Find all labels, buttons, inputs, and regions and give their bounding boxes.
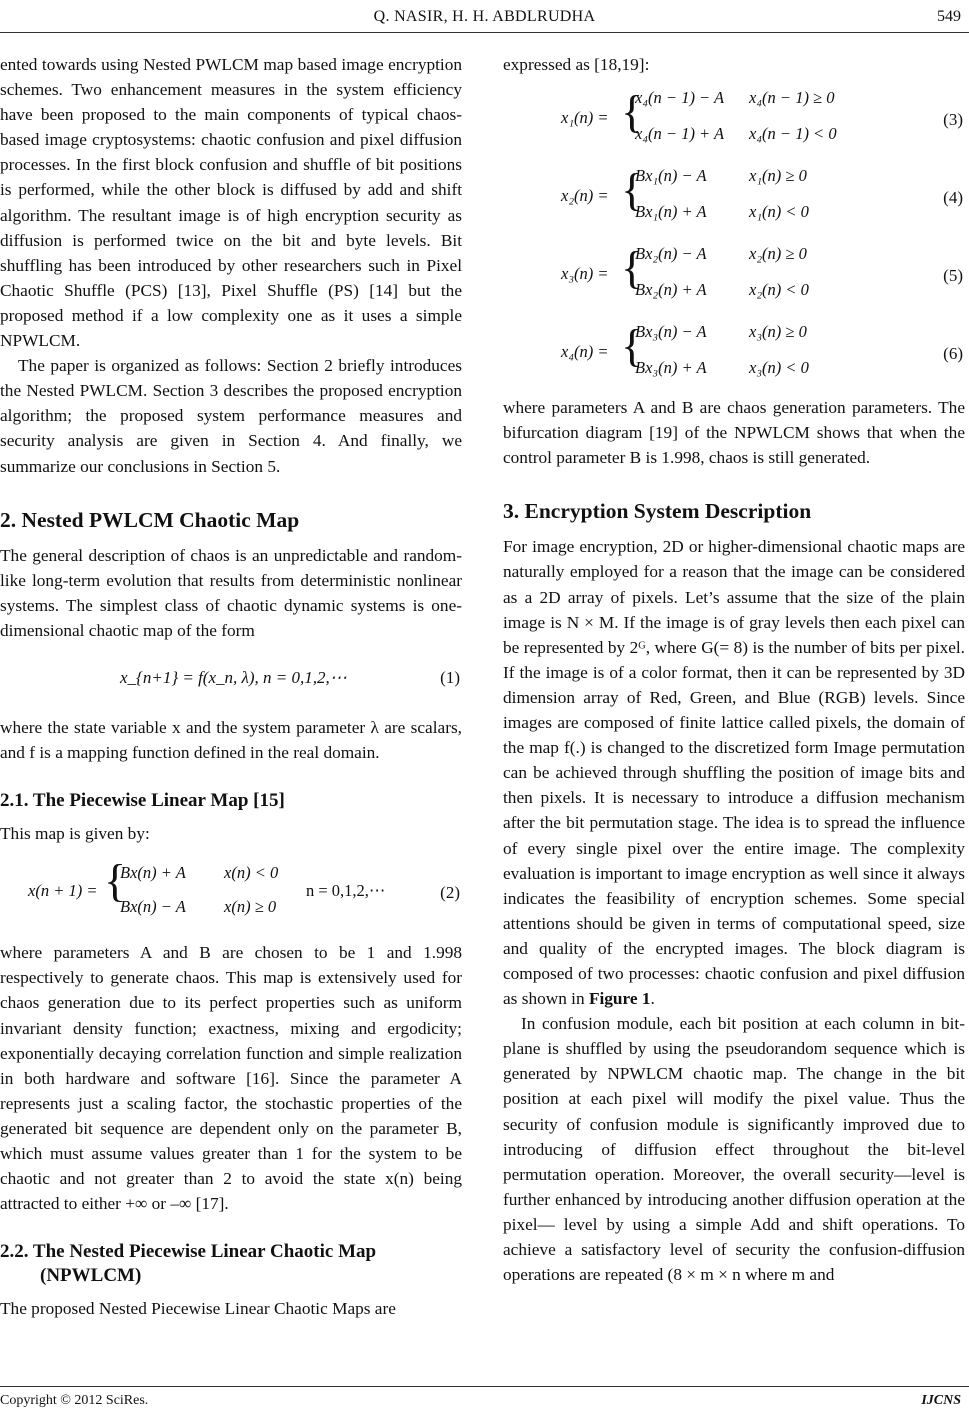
equation-case: Bx₂(n) − A (635, 244, 707, 264)
section-heading: 3. Encryption System Description (503, 499, 812, 524)
paragraph: where the state variable x and the system parameter λ are scalars, and f is a mapping function defined in the real domain. (0, 717, 462, 763)
paragraph: The paper is organized as follows: Section 2 briefly introduces the Nested PWLCM. Section 3 describes the proposed encryption algorithm; the proposed system performance measures and security analysis are given in Section 4. And finally, we summarize our conclusions in Section 5. (0, 356, 462, 476)
equation-condition: x₂(n) < 0 (749, 280, 809, 300)
equation-number: (2) (440, 883, 460, 903)
equation-condition: x(n) < 0 (224, 863, 279, 883)
equation-case: Bx(n) − A (120, 897, 186, 917)
equation-case: Bx₁(n) + A (635, 202, 707, 222)
equation-6 (503, 317, 965, 387)
page-number: 549 (937, 8, 961, 25)
equation-condition: x₁(n) ≥ 0 (749, 166, 807, 186)
equation-1 (0, 653, 462, 703)
equation-lhs: x₂(n) = (561, 186, 609, 206)
paragraph (503, 534, 965, 1011)
equation-4 (503, 161, 965, 231)
heading-line: 2.2. The Nested Piecewise Linear Chaotic Map (0, 1241, 377, 1263)
equation-case: Bx₂(n) + A (635, 280, 707, 300)
heading-line: (NPWLCM) (40, 1265, 142, 1287)
brace-symbol: { (104, 855, 127, 907)
equation-3 (503, 83, 965, 153)
equation-lhs: x₃(n) = (561, 264, 609, 284)
subsection-heading: 2.1. The Piecewise Linear Map [15] (0, 790, 285, 812)
equation-case: x₄(n − 1) − A (635, 88, 725, 108)
paragraph: This map is given by: (0, 824, 150, 844)
paragraph-text: For image encryption, 2D or higher-dimensional chaotic maps are naturally employed for a reason that the image can be considered as a 2D array of pixels. Let’s assume that the size of the plain image is N × M. If the image is of gray levels then each pixel can be represented by 2ᴳ, where G(= 8) is the number of bits per pixel. If the image is of a color format, then it can be represented by 3D dimension array of Red, Green, and Blue (RGB) levels. Since images are composed of finite lattice called pixels, the domain of the map f(.) is changed to the discretized form Image permutation can be achieved through shuffling the position of image bits and then pixels. It is necessary to introduce a diffusion mechanism after the bit permutation stage. The idea is to spread the influence of every single pixel over the entire image. The complexity evaluation is important to image encryption as well since it always indicates the feasibility of encryption schemes. Some special attentions should be given in terms of computational speed, size and quality of the encrypted images. The block diagram is composed of two processes: chaotic confusion and pixel diffusion as shown in (503, 537, 965, 1009)
paragraph: where parameters A and B are chaos generation parameters. The bifurcation diagram [19] of the NPWLCM shows that when the control parameter B is 1.998, chaos is still generated. (503, 398, 965, 468)
left-column (0, 52, 462, 1321)
equation-condition: x₁(n) < 0 (749, 202, 809, 222)
paragraph: The proposed Nested Piecewise Linear Chaotic Maps are (0, 1299, 396, 1319)
paragraph: where parameters A and B are chosen to be 1 and 1.998 respectively to generate chaos. This map is extensively used for chaos generation due to its perfect properties such as uniform invariant density function; exactness, mixing and ergodicity; exponentially decaying correlation function and simple realization in both hardware and software [16]. Since the parameter A represents just a scaling factor, the stochastic properties of the generated bit sequence are dependent only on the parameter B, which must assume values greater than 1 for the system to be chaotic and not greater than 2 to avoid the state x(n) being attracted to either +∞ or –∞ [17]. (0, 943, 462, 1214)
journal-name: IJCNS (921, 1393, 961, 1408)
subsection-heading (0, 1240, 462, 1288)
equation-number: (3) (943, 110, 963, 130)
equation-5 (503, 239, 965, 309)
equation-range: n = 0,1,2,⋯ (306, 881, 386, 901)
brace-symbol: { (621, 242, 644, 294)
equation-case: Bx(n) + A (120, 863, 186, 883)
equation-body: x_{n+1} = f(x_n, λ), n = 0,1,2,⋯ (120, 667, 347, 687)
running-header: Q. NASIR, H. H. ABDLRUDHA (373, 8, 596, 25)
equation-2 (0, 856, 462, 928)
header-rule (0, 32, 969, 33)
paragraph: expressed as [18,19]: (503, 55, 650, 74)
brace-symbol: { (621, 86, 644, 138)
copyright-notice: Copyright © 2012 SciRes. (0, 1393, 149, 1408)
equation-condition: x₃(n) < 0 (749, 358, 809, 378)
paragraph: ented towards using Nested PWLCM map based image encryption schemes. Two enhancement measures in the system efficiency have been proposed to the main components of typical chaos-based image cryptosystems: chaotic confusion and pixel diffusion processes. In the first block confusion and shuffle of bit positions is performed, while the other block is diffused by add and shift algorithm. The resultant image is of high encryption security as diffusion is performed twice on the bit and byte levels. Bit shuffling has been introduced by other researchers such in Pixel Chaotic Shuffle (PCS) [13], Pixel Shuffle (PS) [14] but the proposed method if a low complexity one as it uses a simple NPWLCM. (0, 55, 462, 351)
equation-case: Bx₁(n) − A (635, 166, 707, 186)
equation-condition: x₄(n − 1) ≥ 0 (749, 88, 835, 108)
equation-condition: x₂(n) ≥ 0 (749, 244, 807, 264)
section-heading: 2. Nested PWLCM Chaotic Map (0, 507, 300, 532)
equation-case: Bx₃(n) − A (635, 322, 707, 342)
brace-symbol: { (621, 320, 644, 372)
equation-lhs: x₄(n) = (561, 342, 609, 362)
equation-case: Bx₃(n) + A (635, 358, 707, 378)
equation-number: (5) (943, 266, 963, 286)
equation-number: (1) (440, 667, 460, 687)
figure-reference-link[interactable]: Figure 1 (588, 989, 651, 1009)
brace-symbol: { (621, 164, 644, 216)
equation-number: (6) (943, 344, 963, 364)
equation-condition: x(n) ≥ 0 (224, 897, 277, 917)
equation-lhs: x₁(n) = (561, 108, 609, 128)
right-column (503, 52, 965, 1287)
footer-rule (0, 1386, 969, 1387)
paragraph: The general description of chaos is an unpredictable and random-like long-term evolution that results from deterministic nonlinear systems. The simplest class of chaotic dynamic systems is one-dimensional chaotic map of the form (0, 545, 462, 640)
equation-condition: x₃(n) ≥ 0 (749, 322, 807, 342)
equation-number: (4) (943, 188, 963, 208)
paragraph: In confusion module, each bit position at each column in bit-plane is shuffled by using the pseudorandom sequence which is generated by NPWLCM chaotic map. The change in the bit position at each pixel will modify the pixel value. Thus the security of confusion module is significantly improved due to introducing of diffusion effect throughout the bit-level permutation operation. Moreover, the overall security—level is further enhanced by introducing another diffusion operation at the pixel— level by using a simple Add and shift operations. To achieve a satisfactory level of security the confusion-diffusion operations are repeated (8 × m × n where m and (503, 1014, 965, 1285)
equation-case: x₄(n − 1) + A (635, 124, 725, 144)
paragraph-text: . (650, 989, 655, 1009)
equation-condition: x₄(n − 1) < 0 (749, 124, 837, 144)
equation-lhs: x(n + 1) = (28, 881, 98, 901)
